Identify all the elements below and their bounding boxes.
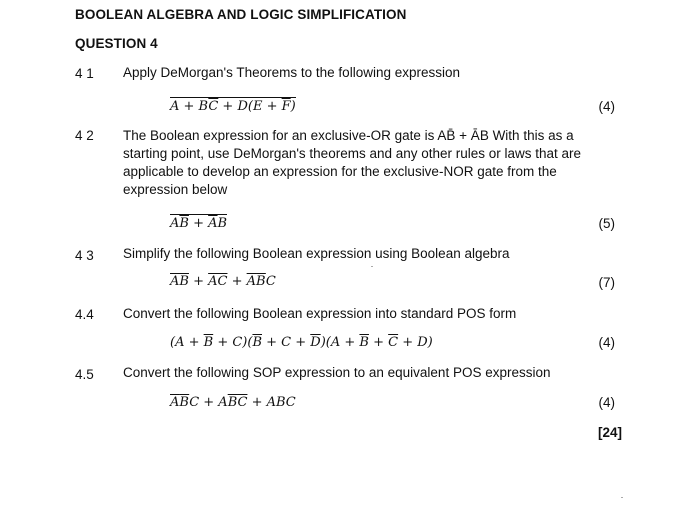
marks-4-4: (4) [598,335,615,350]
marks-4-3: (7) [598,275,615,290]
expression-4-3: $\overline{AB} + \overline{AC} + \overline{A}\overline{B}C$ [170,274,276,289]
total-marks: [24] [597,425,622,440]
question-heading: QUESTION 4 [75,36,158,51]
scan-speck [371,266,373,267]
expression-4-5: $\overline{A}\overline{B}C + A\overline{B}\overline{C}$ + ABC [170,395,296,410]
item-text-4-4: Convert the following Boolean expression into standard POS form [123,306,517,321]
item-text-4-5: Convert the following SOP expression to an equivalent POS expression [123,365,551,380]
item-number-4-4: 4.4 [75,307,94,322]
item-text-4-3: Simplify the following Boolean expression using Boolean algebra [123,246,510,261]
item-text-4-1: Apply DeMorgan's Theorems to the following expression [123,65,460,80]
item-text-4-2 [123,127,598,199]
document-title: BOOLEAN ALGEBRA AND LOGIC SIMPLIFICATION [75,7,407,22]
marks-4-2: (5) [598,216,615,231]
item-text-4-2-line-3: applicable to develop an expression for the exclusive-NOR gate from the [123,164,557,179]
item-text-4-2-line-4: expression below [123,182,228,197]
marks-4-5: (4) [598,395,615,410]
item-number-4-5: 4.5 [75,367,94,382]
item-text-4-2-line-1: The Boolean expression for an exclusive-OR gate is AB̄ + ĀB With this as a [123,128,574,143]
expression-4-2-overbar: $A\overline{B} + \overline{A}B$ [170,216,228,231]
marks-4-1: (4) [598,99,615,114]
item-number-4-3: 4 3 [75,248,94,263]
item-text-4-2-line-2: starting point, use DeMorgan's theorems and any other rules or laws that are [123,146,582,161]
expression-4-2 [170,214,227,231]
scan-speck [621,497,623,498]
expression-4-1-overbar: $A + B\overline{C} + D(E + \overline{F})$ [170,99,296,114]
expression-4-1 [170,97,310,114]
item-number-4-2: 4 2 [75,128,94,143]
item-number-4-1: 4 1 [75,66,94,81]
expression-4-4: $(A + \overline{B} + C)(\overline{B} + C + \overline{D})(A + \overline{B} + \overline{C} + D)$ [170,335,433,350]
